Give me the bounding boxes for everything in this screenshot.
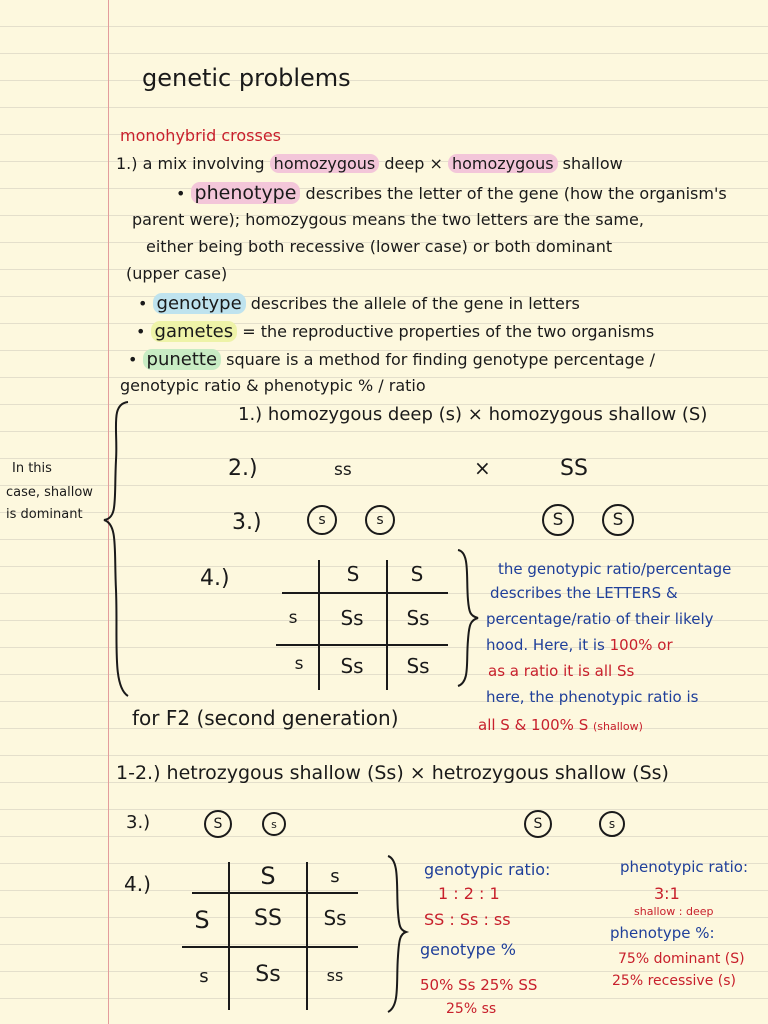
gamete-label: s	[271, 817, 277, 831]
section-heading: monohybrid crosses	[120, 126, 281, 145]
note1-shallow: (shallow)	[593, 720, 643, 733]
highlight-punette: punette	[143, 349, 222, 370]
gamete-circle	[542, 504, 574, 536]
bullet-icon: •	[136, 322, 146, 341]
highlight-phenotype: phenotype	[191, 182, 301, 204]
punnett-col-header: S	[410, 562, 424, 586]
note1-line-2: describes the LETTERS &	[490, 584, 678, 602]
punnett-square-1	[276, 560, 456, 692]
grid-line	[276, 644, 448, 646]
example1-step2-right: SS	[560, 456, 588, 481]
punnett-cell: Ss	[340, 606, 364, 630]
gamete-label: S	[612, 509, 624, 530]
note1-line-3: percentage/ratio of their likely	[486, 610, 714, 628]
note1-percent: 100% or	[609, 636, 673, 654]
left-brace	[100, 400, 130, 700]
bullet-icon: •	[138, 294, 148, 313]
page-title: genetic problems	[142, 64, 351, 92]
side-note-line-1: In this	[12, 461, 52, 476]
grid-line	[306, 862, 308, 1010]
punnett-row-header: s	[288, 608, 298, 628]
punnett-cell: Ss	[406, 654, 430, 678]
gamete-label: S	[552, 509, 564, 530]
example1-step4-label: 4.)	[200, 566, 230, 591]
genotypic-ratio-value: 1 : 2 : 1	[438, 884, 500, 903]
example1-step2-cross: ×	[474, 456, 491, 480]
note1-line-5: as a ratio it is all Ss	[488, 662, 635, 680]
highlight-genotype: genotype	[153, 293, 246, 314]
punnett-col-header: S	[346, 562, 360, 586]
punnett-cell: ss	[326, 966, 344, 985]
highlight-homozygous-1: homozygous	[270, 154, 380, 173]
example1-step3-label: 3.)	[232, 510, 262, 535]
intro-line-3: either being both recessive (lower case) or both dominant	[146, 237, 613, 256]
right-brace	[386, 854, 408, 1014]
intro-line-1	[116, 156, 623, 172]
intro-line-4: (upper case)	[126, 264, 228, 283]
phenotypic-ratio-label: phenotypic ratio:	[620, 858, 749, 876]
gametes-bullet	[136, 323, 654, 341]
phenotype-percent-2: 25% recessive (s)	[612, 973, 736, 989]
bullet-icon: •	[176, 184, 186, 203]
note1-text: hood. Here, it is	[486, 636, 605, 654]
right-brace	[456, 548, 480, 688]
gamete-label: s	[318, 512, 326, 528]
gamete-circle	[204, 810, 232, 838]
example2-step12: 1-2.) hetrozygous shallow (Ss) × hetrozygous shallow (Ss)	[116, 762, 669, 784]
example1-step1: 1.) homozygous deep (s) × homozygous shallow (S)	[238, 404, 708, 425]
gamete-label: s	[376, 512, 384, 528]
side-note-line-3: is dominant	[6, 507, 83, 522]
phenotype-bullet	[176, 184, 727, 203]
highlight-homozygous-2: homozygous	[448, 154, 558, 173]
punnett-col-header: S	[260, 862, 276, 890]
grid-line	[386, 560, 388, 690]
genotype-bullet	[138, 295, 580, 313]
note1-line-4	[486, 638, 673, 653]
intro-text-b: deep ×	[384, 154, 443, 173]
punnett-cell: Ss	[255, 962, 281, 987]
bullet-icon: •	[128, 350, 138, 369]
punnett-bullet	[128, 351, 655, 369]
punnett-cell: Ss	[323, 906, 347, 930]
punnett-square-2	[180, 862, 362, 1014]
note1-line-6: here, the phenotypic ratio is	[486, 688, 699, 706]
punnett-row-header: S	[194, 906, 210, 934]
phenotypic-ratio-sub: shallow : deep	[634, 905, 714, 918]
punnett-col-header: s	[330, 866, 340, 887]
gamete-label: S	[213, 816, 223, 832]
note1-line-1: the genotypic ratio/percentage	[498, 560, 732, 578]
gametes-definition: = the reproductive properties of the two organisms	[242, 322, 655, 341]
gamete-label: S	[533, 816, 543, 832]
punnett-cell: Ss	[340, 654, 364, 678]
phenotype-percent-label: phenotype %:	[610, 924, 715, 942]
genotype-percent-label: genotype %	[420, 940, 516, 959]
grid-line	[318, 560, 320, 690]
highlight-gametes: gametes	[151, 321, 238, 342]
gamete-circle	[602, 504, 634, 536]
grid-line	[282, 592, 448, 594]
gamete-label: s	[608, 817, 616, 831]
phenotype-percent-1: 75% dominant (S)	[618, 951, 745, 967]
note1-phenotype: all S & 100% S	[478, 716, 589, 734]
genotypic-ratio-label: genotypic ratio:	[424, 860, 551, 879]
genotype-percent-1: 50% Ss 25% SS	[420, 976, 538, 994]
intro-text-a: 1.) a mix involving	[116, 154, 265, 173]
grid-line	[192, 892, 358, 894]
intro-line-5: genotypic ratio & phenotypic % / ratio	[120, 376, 426, 395]
punnett-definition: square is a method for finding genotype percentage /	[226, 350, 655, 369]
punnett-row-header: s	[199, 966, 209, 987]
note1-line-7	[478, 718, 643, 733]
example1-step2-label: 2.)	[228, 456, 258, 481]
gamete-circle	[262, 812, 286, 836]
phenotypic-ratio-value: 3:1	[654, 884, 680, 903]
gamete-circle	[307, 505, 337, 535]
gamete-circle	[599, 811, 625, 837]
example2-step3-label: 3.)	[126, 812, 151, 833]
punnett-row-header: s	[294, 654, 304, 674]
intro-line-2: parent were); homozygous means the two letters are the same,	[132, 210, 644, 229]
example1-step2-left: ss	[334, 460, 352, 480]
phenotype-definition: describes the letter of the gene (how the organism's	[305, 184, 727, 203]
punnett-cell: Ss	[406, 606, 430, 630]
gamete-circle	[524, 810, 552, 838]
side-note-line-2: case, shallow	[6, 485, 93, 500]
grid-line	[182, 946, 358, 948]
gamete-circle	[365, 505, 395, 535]
genotype-definition: describes the allele of the gene in letters	[250, 294, 580, 313]
f2-heading: for F2 (second generation)	[132, 706, 399, 730]
example2-step4-label: 4.)	[124, 872, 151, 896]
intro-text-c: shallow	[562, 154, 623, 173]
genotypic-ratio-letters: SS : Ss : ss	[424, 910, 511, 929]
punnett-cell: SS	[254, 906, 282, 931]
genotype-percent-2: 25% ss	[446, 1001, 497, 1017]
grid-line	[228, 862, 230, 1010]
